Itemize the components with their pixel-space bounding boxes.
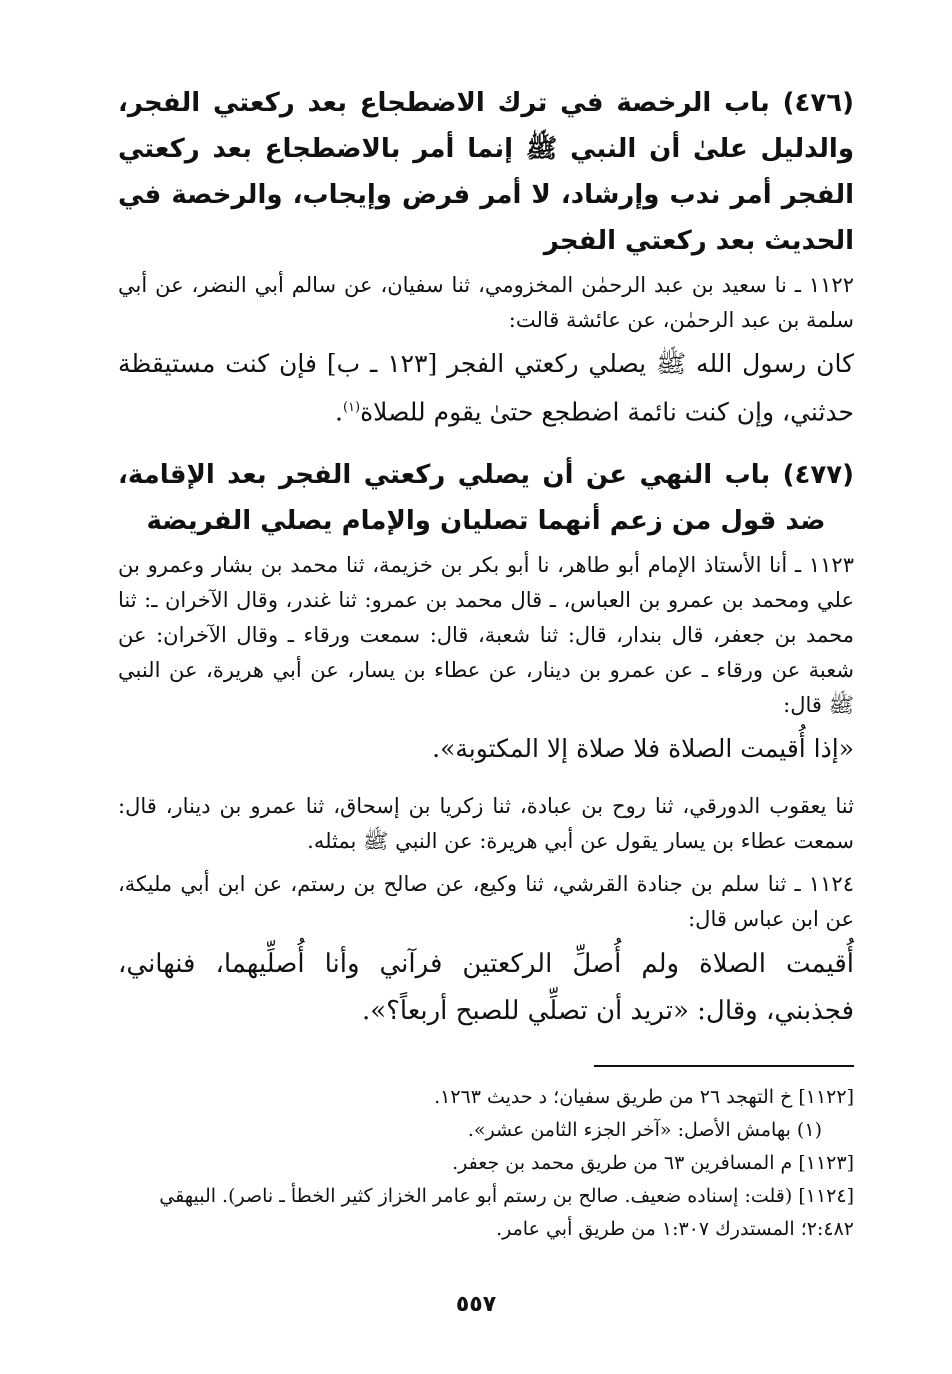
hadith-1123-isnad: ١١٢٣ ـ أنا الأستاذ الإمام أبو طاهر، نا أبو بكر بن خزيمة، ثنا محمد بن بشار وعمرو بن علي ومحمد بن عمرو بن العباس، ـ قال محمد بن عمرو: ثنا غندر، وقال الآخران ـ: ثنا محمد بن جعفر، قال بندار، قال: ثنا شعبة، قال: سمعت ورقاء ـ وقال الآخران: عن شعبة عن ورقاء ـ عن عمرو بن دينار، عن عطاء بن يسار، عن أبي هريرة، عن النبي ﷺ قال: — [118, 553, 854, 718]
footnote-separator-wrap — [118, 1065, 854, 1067]
hadith-1124-isnad: ١١٢٤ ـ ثنا سلم بن جنادة القرشي، ثنا وكيع، عن صالح بن رستم، عن ابن أبي مليكة، عن ابن عباس قال: — [118, 872, 854, 932]
hadith-1123-matn: «إذا أُقيمت الصلاة فلا صلاة إلا المكتوبة». — [432, 734, 854, 764]
hadith-1124-matn: أُقيمت الصلاة ولم أُصلِّ الركعتين فرآني وأنا أُصلِّيهما، فنهاني، فجذبني، وقال: «تريد أن تصلِّي للصبح أربعاً؟». — [118, 949, 854, 1027]
hadith-1123-alt-isnad: ثنا يعقوب الدورقي، ثنا روح بن عبادة، ثنا زكريا بن إسحاق، ثنا عمرو بن دينار، قال: سمعت عطاء بن يسار يقول عن أبي هريرة: عن النبي ﷺ بمثله. — [118, 794, 854, 854]
hadith-1122-matn — [118, 342, 854, 434]
footnote-separator — [594, 1065, 854, 1067]
chapter-476-heading: (٤٧٦) باب الرخصة في ترك الاضطجاع بعد ركعتي الفجر، والدليل علىٰ أن النبي ﷺ إنما أمر بالاضطجاع بعد ركعتي الفجر أمر ندب وإرشاد، لا أمر فرض وإيجاب، والرخصة في الحديث بعد ركعتي الفجر — [118, 88, 854, 256]
footnotes — [118, 1081, 854, 1246]
chapter-477-heading: (٤٧٧) باب النهي عن أن يصلي ركعتي الفجر بعد الإقامة، ضد قول من زعم أنهما تصليان والإمام يصلي الفريضة — [118, 460, 854, 537]
footnote-1123: [١١٢٣] م المسافرين ٦٣ من طريق محمد بن جعفر. — [452, 1152, 854, 1175]
hadith-1122-matn-end: . — [334, 397, 343, 427]
footnote-1122: [١١٢٢] خ التهجد ٢٦ من طريق سفيان؛ د حديث ١٢٦٣. — [434, 1086, 854, 1109]
page-number: ٥٥٧ — [455, 1292, 497, 1317]
footnote-1124: [١١٢٤] (قلت: إسناده ضعيف. صالح بن رستم أبو عامر الخزاز كثير الخطأ ـ ناصر). البيهقي ٢:٤٨٢؛ المستدرك ١:٣٠٧ من طريق أبي عامر. — [159, 1185, 854, 1241]
footnote-marker[interactable]: (١) — [342, 400, 361, 415]
footnote-1: (١) بهامش الأصل: «آخر الجزء الثامن عشر». — [467, 1119, 822, 1142]
hadith-1122-matn-text: كان رسول الله ﷺ يصلي ركعتي الفجر [١٢٣ ـ ب] فإن كنت مستيقظة حدثني، وإن كنت نائمة اضطجع حتىٰ يقوم للصلاة — [118, 349, 854, 427]
hadith-1122-isnad: ١١٢٢ ـ نا سعيد بن عبد الرحمٰن المخزومي، ثنا سفيان، عن سالم أبي النضر، عن أبي سلمة بن عبد الرحمٰن، عن عائشة قالت: — [118, 273, 854, 332]
